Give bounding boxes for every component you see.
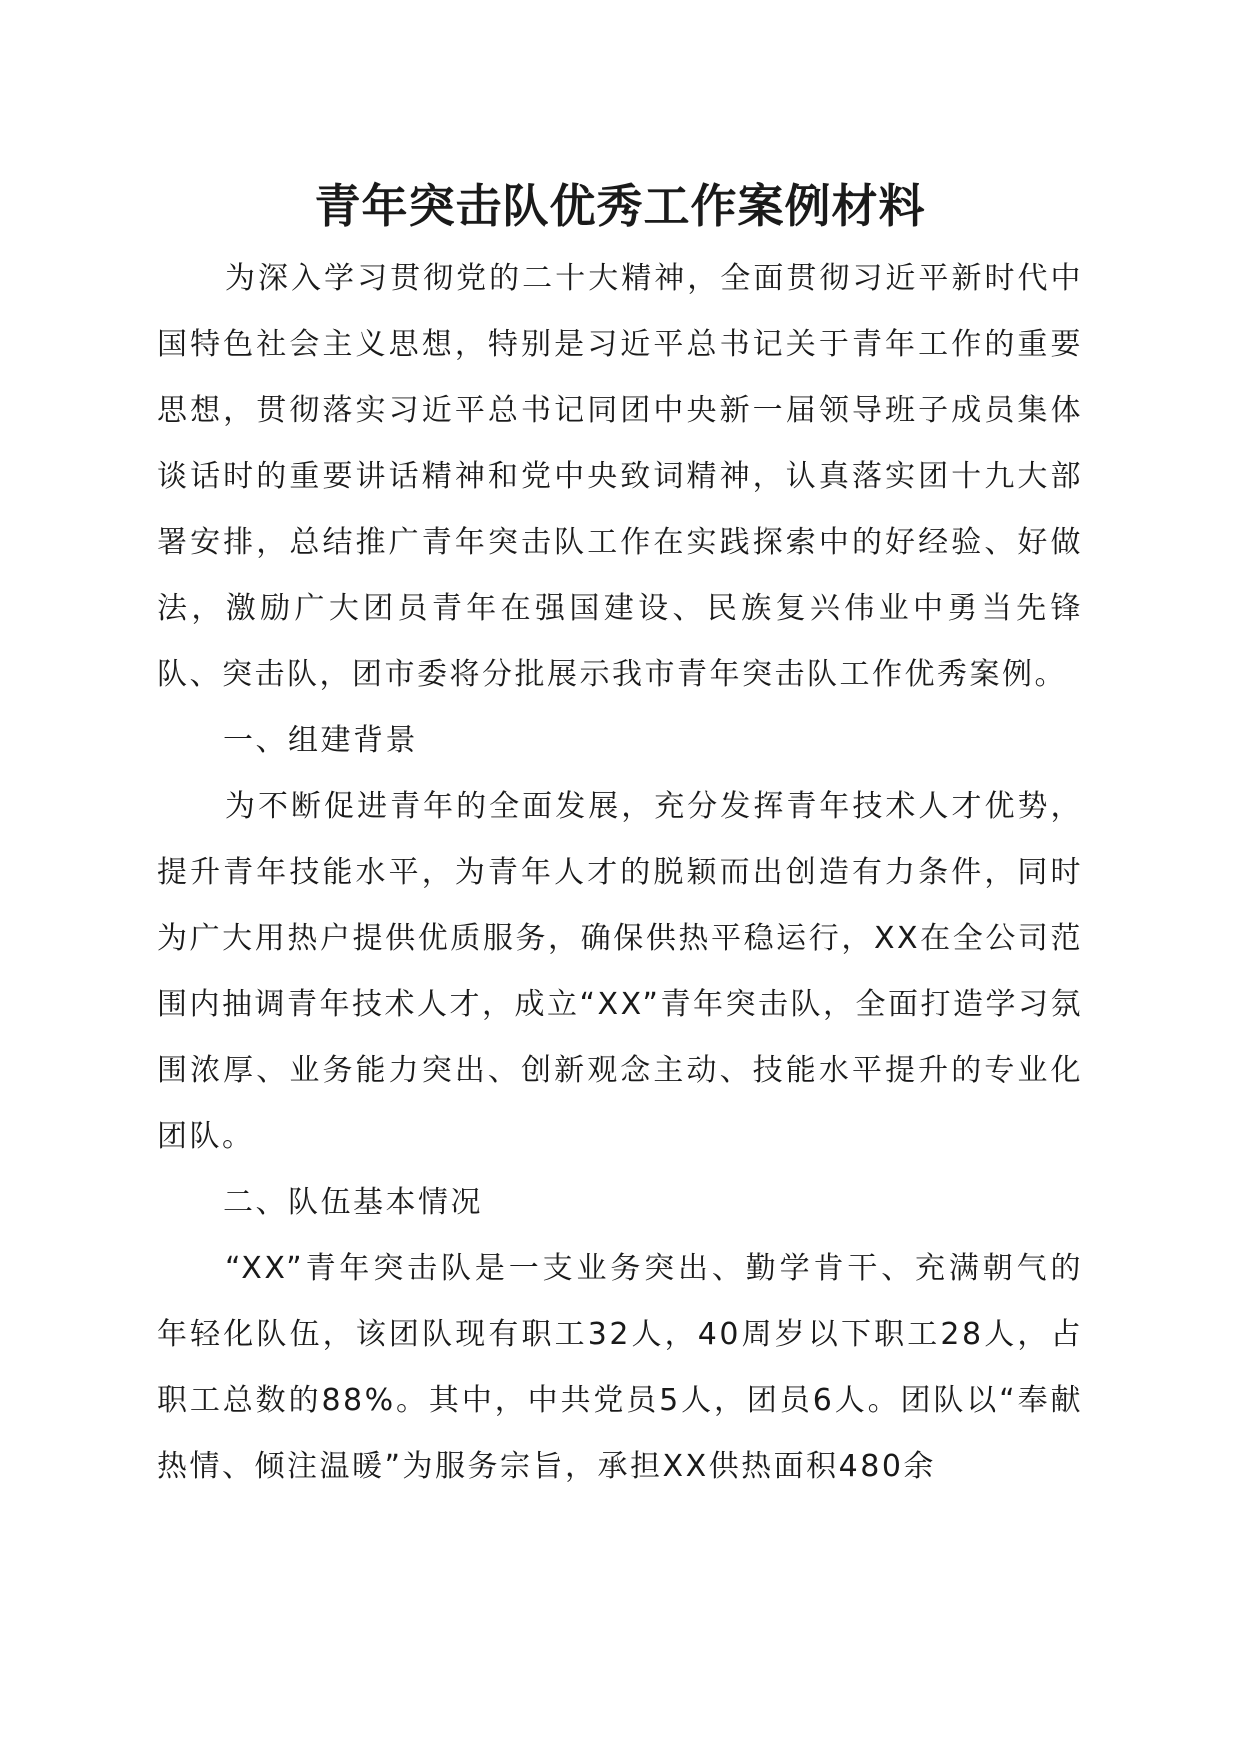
document-body <box>157 246 1083 1500</box>
intro-paragraph: 为深入学习贯彻党的二十大精神，全面贯彻习近平新时代中国特色社会主义思想，特别是习近平总书记关于青年工作的重要思想，贯彻落实习近平总书记同团中央新一届领导班子成员集体谈话时的重要讲话精神和党中央致词精神，认真落实团十九大部署安排，总结推广青年突击队工作在实践探索中的好经验、好做法，激励广大团员青年在强国建设、民族复兴伟业中勇当先锋队、突击队，团市委将分批展示我市青年突击队工作优秀案例。 <box>157 261 1083 692</box>
document-title: 青年突击队优秀工作案例材料 <box>314 179 926 233</box>
section-paragraph-team-overview: “XX”青年突击队是一支业务突出、勤学肯干、充满朝气的年轻化队伍，该团队现有职工32人，40周岁以下职工28人，占职工总数的88%。其中，中共党员5人，团员6人。团队以“奉献热情、倾注温暖”为服务宗旨，承担XX供热面积480余 <box>157 1251 1083 1484</box>
section-paragraph-background: 为不断促进青年的全面发展，充分发挥青年技术人才优势，提升青年技能水平，为青年人才的脱颖而出创造有力条件，同时为广大用热户提供优质服务，确保供热平稳运行，XX在全公司范围内抽调青年技术人才，成立“XX”青年突击队，全面打造学习氛围浓厚、业务能力突出、创新观念主动、技能水平提升的专业化团队。 <box>157 789 1083 1154</box>
section-heading-team-overview: 二、队伍基本情况 <box>223 1185 483 1220</box>
section-heading-background: 一、组建背景 <box>223 723 418 758</box>
